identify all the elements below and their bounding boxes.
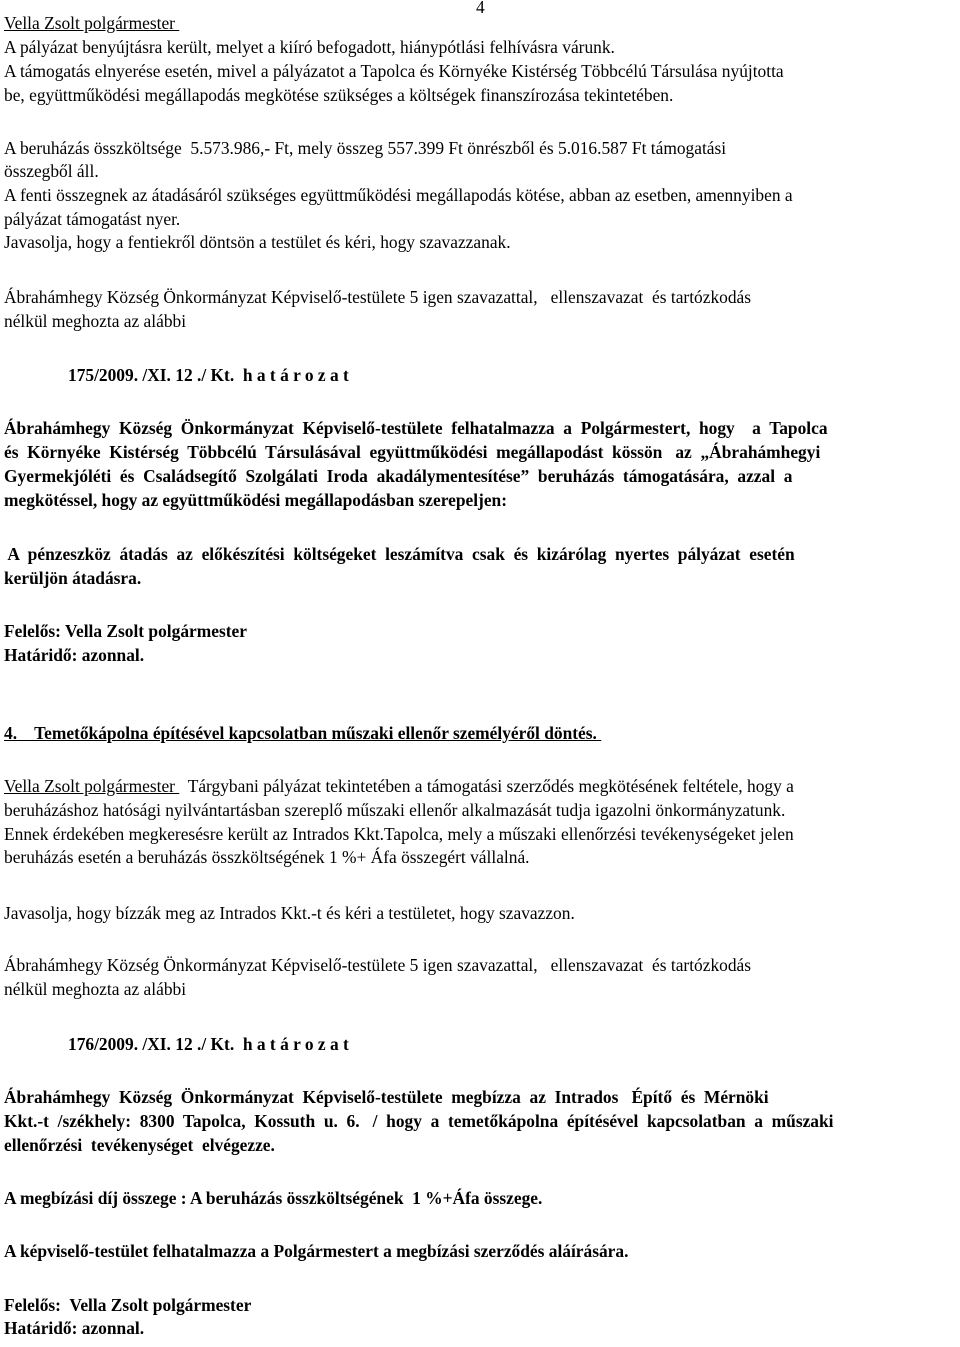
- resolution-number: 176/2009. /XI. 12 ./ Kt. h a t á r o z a t: [68, 1034, 349, 1054]
- fee-line: A megbízási díj összege : A beruházás összköltségének 1 %+Áfa összege.: [4, 1188, 543, 1208]
- speaker-name: Vella Zsolt polgármester: [4, 13, 180, 33]
- responsible-line: Felelős: Vella Zsolt polgármester: [4, 621, 247, 641]
- paragraph-line: A beruházás összköltsége 5.573.986,- Ft, mely összeg 557.399 Ft önrészből és 5.016.587 Ft támogatási: [4, 138, 727, 158]
- paragraph-line: Ennek érdekében megkeresésre került az Intrados Kkt.Tapolca, mely a műszaki ellenőrzési tevékenységeket jelen: [4, 824, 794, 844]
- resolution-line: Ábrahámhegy Község Önkormányzat Képviselő-testülete felhatalmazza a Polgármestert, hogy a Tapolca: [4, 418, 828, 438]
- responsible-line: Felelős: Vella Zsolt polgármester: [4, 1295, 252, 1315]
- paragraph-line: beruházás esetén a beruházás összköltségének 1 %+ Áfa összegért vállalná.: [4, 847, 530, 867]
- paragraph-line: A pályázat benyújtásra került, melyet a kiíró befogadott, hiánypótlási felhívásra várunk.: [4, 37, 615, 57]
- paragraph-line: A támogatás elnyerése esetén, mivel a pályázatot a Tapolca és Környéke Kistérség Többcélú Társulása nyújtotta: [4, 61, 784, 81]
- resolution-line: ellenőrzési tevékenységet elvégezze.: [4, 1135, 275, 1155]
- paragraph-line: A fenti összegnek az átadásáról szükséges együttműködési megállapodás kötése, abban az esetben, amennyiben a: [4, 185, 793, 205]
- paragraph-line: Javasolja, hogy a fentiekről döntsön a testület és kéri, hogy szavazzanak.: [4, 232, 511, 252]
- speaker-name: Vella Zsolt polgármester: [4, 776, 180, 796]
- paragraph-line: összegből áll.: [4, 161, 99, 181]
- speaker-paragraph: [4, 775, 794, 797]
- resolution-number: 175/2009. /XI. 12 ./ Kt. h a t á r o z a t: [68, 365, 349, 385]
- resolution-line: Gyermekjóléti és Családsegítő Szolgálati Iroda akadálymentesítése” beruházás támogatására, azzal a: [4, 466, 793, 486]
- resolution-line: Kkt.-t /székhely: 8300 Tapolca, Kossuth u. 6. / hogy a temetőkápolna építésével kapcsolatban a műszaki: [4, 1111, 834, 1131]
- vote-line: Ábrahámhegy Község Önkormányzat Képviselő-testülete 5 igen szavazattal, ellenszavazat és tartózkodás: [4, 287, 752, 307]
- vote-line: nélkül meghozta az alábbi: [4, 979, 187, 999]
- deadline-line: Határidő: azonnal.: [4, 1318, 145, 1338]
- resolution-line: és Környéke Kistérség Többcélú Társulásával együttműködési megállapodást kössön az „Ábrahámhegyi: [4, 442, 821, 462]
- resolution-line: Ábrahámhegy Község Önkormányzat Képviselő-testülete megbízza az Intrados Építő és Mérnöki: [4, 1087, 769, 1107]
- paragraph-line: pályázat támogatást nyer.: [4, 209, 181, 229]
- proposal-line: Javasolja, hogy bízzák meg az Intrados Kkt.-t és kéri a testületet, hogy szavazzon.: [4, 903, 575, 923]
- section-heading: 4. Temetőkápolna építésével kapcsolatban műszaki ellenőr személyéről döntés.: [4, 723, 602, 743]
- paragraph-text: Tárgybani pályázat tekintetében a támogatási szerződés megkötésének feltétele, hogy a: [179, 776, 794, 796]
- condition-line: A pénzeszköz átadás az előkészítési költségeket leszámítva csak és kizárólag nyertes pályázat esetén: [4, 544, 795, 564]
- paragraph-line: beruházáshoz hatósági nyilvántartásban szereplő műszaki ellenőr alkalmazását tudja igazolni önkormányzatunk.: [4, 800, 786, 820]
- paragraph-line: be, együttműködési megállapodás megkötése szükséges a költségek finanszírozása tekintetében.: [4, 85, 674, 105]
- page-number: 4: [476, 0, 485, 17]
- vote-line: Ábrahámhegy Község Önkormányzat Képviselő-testülete 5 igen szavazattal, ellenszavazat és tartózkodás: [4, 955, 752, 975]
- authorize-line: A képviselő-testület felhatalmazza a Polgármestert a megbízási szerződés aláírására.: [4, 1241, 629, 1261]
- condition-line: kerüljön átadásra.: [4, 568, 142, 588]
- resolution-line: megkötéssel, hogy az együttműködési megállapodásban szerepeljen:: [4, 490, 508, 510]
- vote-line: nélkül meghozta az alábbi: [4, 311, 187, 331]
- deadline-line: Határidő: azonnal.: [4, 645, 145, 665]
